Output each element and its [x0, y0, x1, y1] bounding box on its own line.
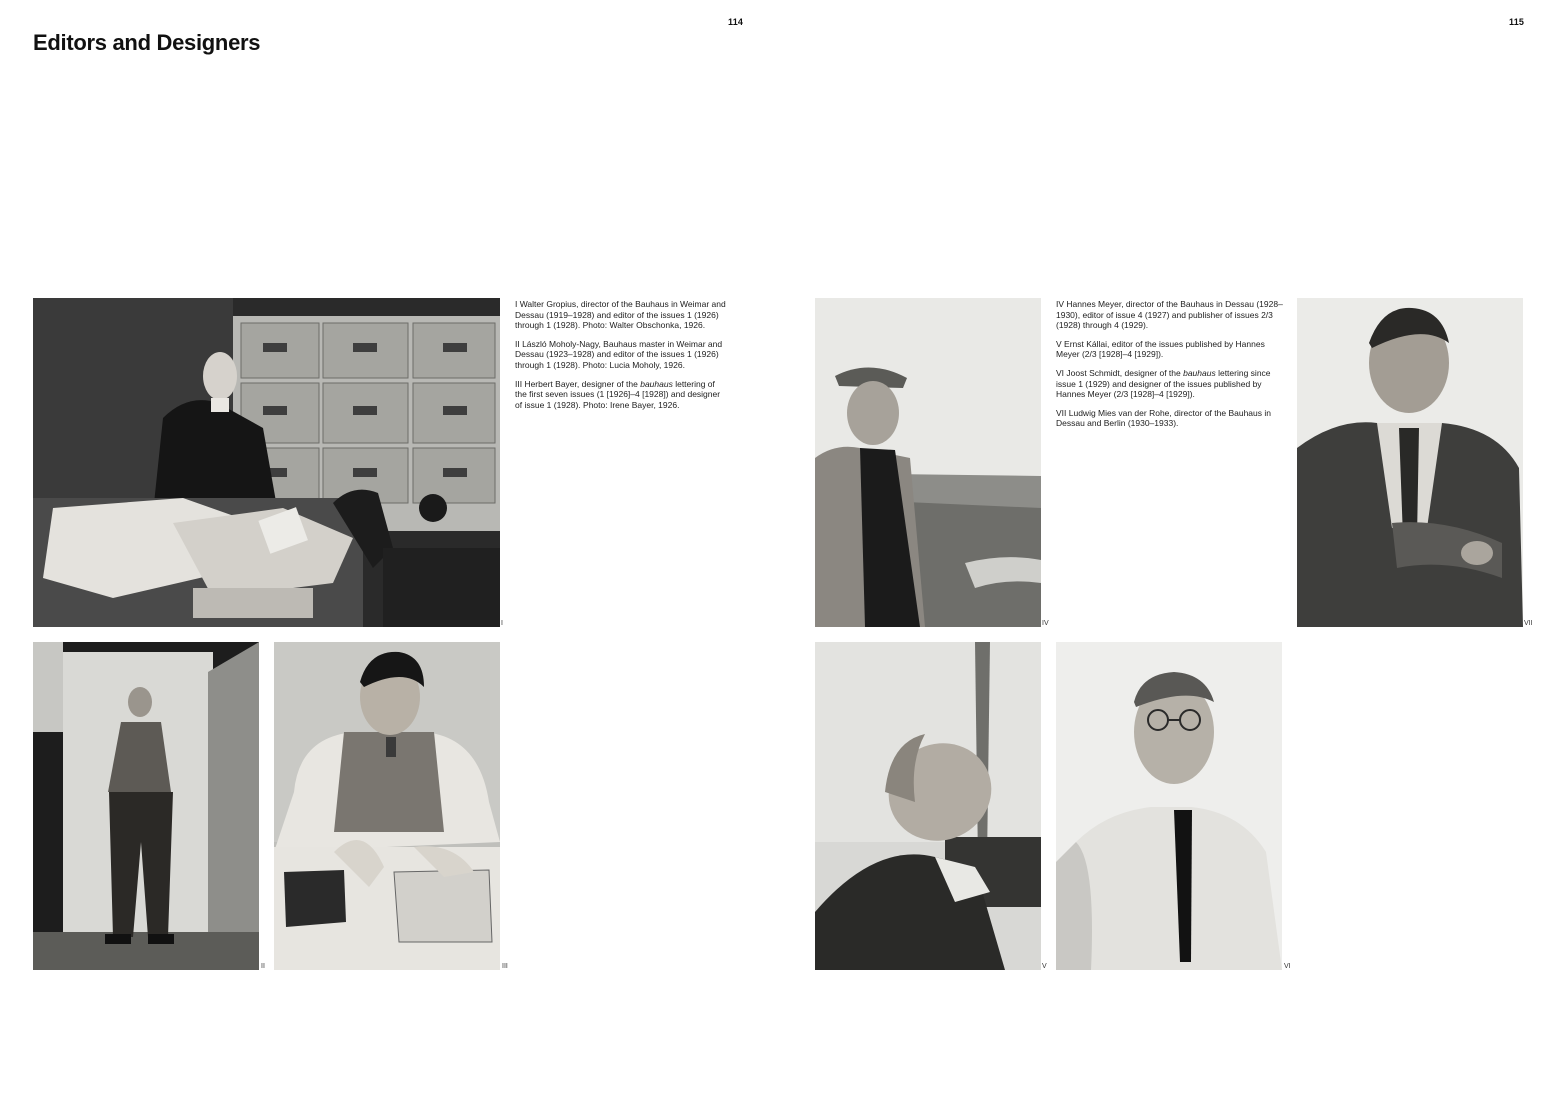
captions-right: [1056, 299, 1288, 437]
photo-bayer: [274, 642, 500, 970]
captions-left: [515, 299, 727, 418]
plate-number-ii: II: [261, 963, 265, 970]
plate-number-vii: VII: [1524, 620, 1533, 627]
plate-number-iii: III: [502, 963, 508, 970]
photo-hannes-meyer: [815, 298, 1041, 627]
caption-vi: VI Joost Schmidt, designer of the bauhaus lettering since issue 1 (1929) and designer of the issues published by Hannes Meyer (2/3 [1928]–4 [1929]).: [1056, 367, 1271, 400]
photo-gropius: [33, 298, 500, 627]
caption-v: V Ernst Kállai, editor of the issues published by Hannes Meyer (2/3 [1928]–4 [1929]).: [1056, 338, 1265, 360]
plate-number-vi: VI: [1284, 963, 1291, 970]
plate-number-v: V: [1042, 963, 1047, 970]
caption-vii: VII Ludwig Mies van der Rohe, director of the Bauhaus in Dessau and Berlin (1930–1933).: [1056, 407, 1271, 429]
page-title: Editors and Designers: [33, 30, 261, 55]
photo-moholy-nagy: [33, 642, 259, 970]
photo-mies-van-der-rohe: [1297, 298, 1523, 627]
photo-joost-schmidt: [1056, 642, 1282, 970]
page-number-right: 115: [1509, 17, 1525, 27]
photo-ernst-kallai: [815, 642, 1041, 970]
plate-number-i: I: [501, 620, 503, 627]
plate-number-iv: IV: [1042, 620, 1049, 627]
caption-iii: III Herbert Bayer, designer of the bauhaus lettering of the first seven issues (1 [1926]–4 [1928]) and designer of issue 1 (1928). Photo: Irene Bayer, 1926.: [515, 378, 721, 410]
page-number-left: 114: [728, 17, 744, 27]
caption-i: I Walter Gropius, director of the Bauhaus in Weimar and Dessau (1919–1928) and editor of the issues 1 (1926) through 1 (1928). Photo: Walter Obschonka, 1926.: [515, 299, 726, 331]
caption-ii: II László Moholy-Nagy, Bauhaus master in Weimar and Dessau (1923–1928) and editor of the issues 1 (1926) through 1 (1928). Photo: Lucia Moholy, 1926.: [515, 338, 723, 370]
caption-iv: IV Hannes Meyer, director of the Bauhaus in Dessau (1928–1930), editor of issue 4 (1927) and publisher of issues 2/3 (1928) through 4 (1929).: [1056, 299, 1283, 331]
